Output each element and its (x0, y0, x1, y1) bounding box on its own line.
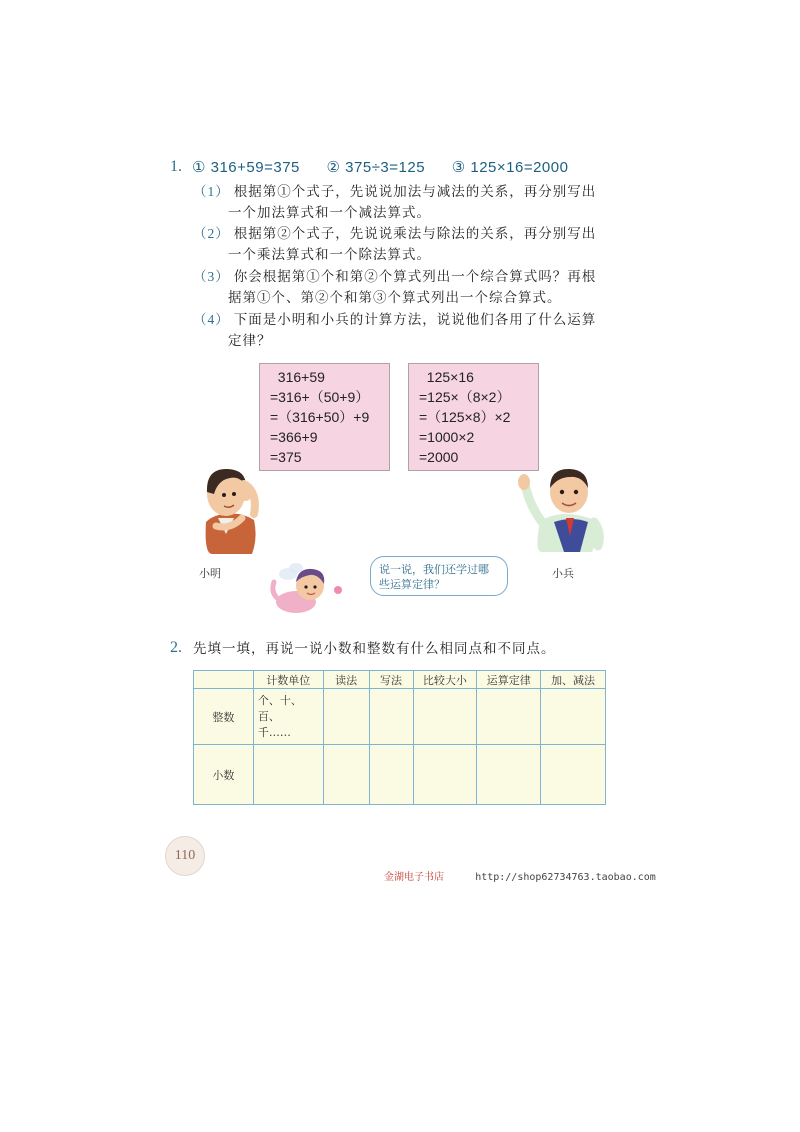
table-header-cell (194, 671, 254, 689)
table-cell[interactable] (323, 689, 369, 745)
sub-question-4 (193, 309, 633, 352)
equation-2: ② 375÷3=125 (326, 159, 426, 176)
speech-bubble (370, 556, 508, 596)
table-cell[interactable] (323, 745, 369, 805)
question-2-text: 先填一填，再说一说小数和整数有什么相同点和不同点。 (193, 641, 556, 657)
calc-box-xiaobing (408, 363, 539, 471)
table-cell[interactable] (369, 689, 413, 745)
table-row (194, 745, 606, 805)
calc-left-line-3: =（316+50）+9 (270, 409, 370, 425)
table-cell[interactable] (477, 689, 541, 745)
page-number-badge: 110 (165, 836, 205, 876)
sub-question-3 (193, 266, 633, 309)
cell-text-line-1: 个、十、百、 (257, 694, 302, 723)
cell-text-line-2: 千…… (257, 726, 291, 739)
question-2-number: 2. (170, 639, 182, 656)
table-row (194, 689, 606, 745)
calc-box-xiaoming (259, 363, 390, 471)
sub-question-1-index: （1） (193, 184, 230, 199)
sub-question-2 (193, 223, 633, 266)
calc-right-line-3: =（125×8）×2 (419, 409, 511, 425)
table-header-cell: 计数单位 (253, 671, 323, 689)
footer (384, 868, 656, 883)
boy-xiaobing-illustration (514, 460, 606, 552)
calc-left-line-5: =375 (270, 449, 302, 465)
sub-question-1-line2: 一个加法算式和一个减法算式。 (228, 205, 431, 221)
table-cell[interactable] (253, 689, 323, 745)
table-header-cell: 比较大小 (413, 671, 477, 689)
comparison-table (193, 670, 606, 805)
question-1-equations (192, 158, 590, 176)
bubble-line-1: 说一说，我们还学过哪 (379, 563, 489, 576)
table-cell[interactable] (369, 745, 413, 805)
sub-question-2-line2: 一个乘法算式和一个除法算式。 (228, 247, 431, 263)
calc-left-line-2: =316+（50+9） (270, 389, 370, 405)
equation-3: ③ 125×16=2000 (451, 159, 569, 176)
sub-question-4-line1: 下面是小明和小兵的计算方法，说说他们各用了什么运算 (233, 312, 597, 328)
bubble-line-2: 些运算定律？ (379, 578, 445, 591)
row-label-integer: 整数 (194, 689, 254, 745)
table-header-row (194, 671, 606, 689)
sub-question-2-index: （2） (193, 226, 230, 241)
row-label-decimal: 小数 (194, 745, 254, 805)
calc-left-line-4: =366+9 (270, 429, 318, 445)
footer-url[interactable]: http://shop62734763.taobao.com (475, 872, 656, 883)
table-header-cell: 运算定律 (477, 671, 541, 689)
table-header-cell: 读法 (323, 671, 369, 689)
table-cell[interactable] (541, 689, 606, 745)
equation-1: ① 316+59=375 (192, 159, 300, 176)
sub-question-2-line1: 根据第②个式子，先说说乘法与除法的关系，再分别写出 (233, 226, 597, 242)
table-cell[interactable] (413, 745, 477, 805)
table-cell[interactable] (253, 745, 323, 805)
calc-right-line-1: 125×16 (419, 369, 474, 385)
name-xiaobing: 小兵 (552, 567, 574, 580)
sub-question-1-line1: 根据第①个式子，先说说加法与减法的关系，再分别写出 (233, 184, 597, 200)
table-header-cell: 写法 (369, 671, 413, 689)
footer-shop-name: 金湖电子书店 (384, 872, 444, 883)
sub-question-3-line2: 据第①个、第②个和第③个算式列出一个综合算式。 (228, 290, 562, 306)
sub-question-4-index: （4） (193, 312, 230, 327)
sub-question-4-line2: 定律？ (228, 333, 272, 349)
question-1-number: 1. (170, 158, 182, 175)
name-xiaoming: 小明 (199, 567, 221, 580)
calc-right-line-4: =1000×2 (419, 429, 475, 445)
calc-right-line-2: =125×（8×2） (419, 389, 511, 405)
table-header-cell: 加、减法 (541, 671, 606, 689)
table-cell[interactable] (413, 689, 477, 745)
calc-right-line-5: =2000 (419, 449, 459, 465)
boy-xiaoming-illustration (196, 462, 268, 554)
table-cell[interactable] (477, 745, 541, 805)
sub-question-3-index: （3） (193, 269, 230, 284)
mascot-girl-illustration (266, 560, 352, 620)
table-cell[interactable] (541, 745, 606, 805)
sub-question-3-line1: 你会根据第①个和第②个算式列出一个综合算式吗？再根 (233, 269, 597, 285)
sub-question-1 (193, 181, 633, 224)
calc-left-line-1: 316+59 (270, 369, 325, 385)
